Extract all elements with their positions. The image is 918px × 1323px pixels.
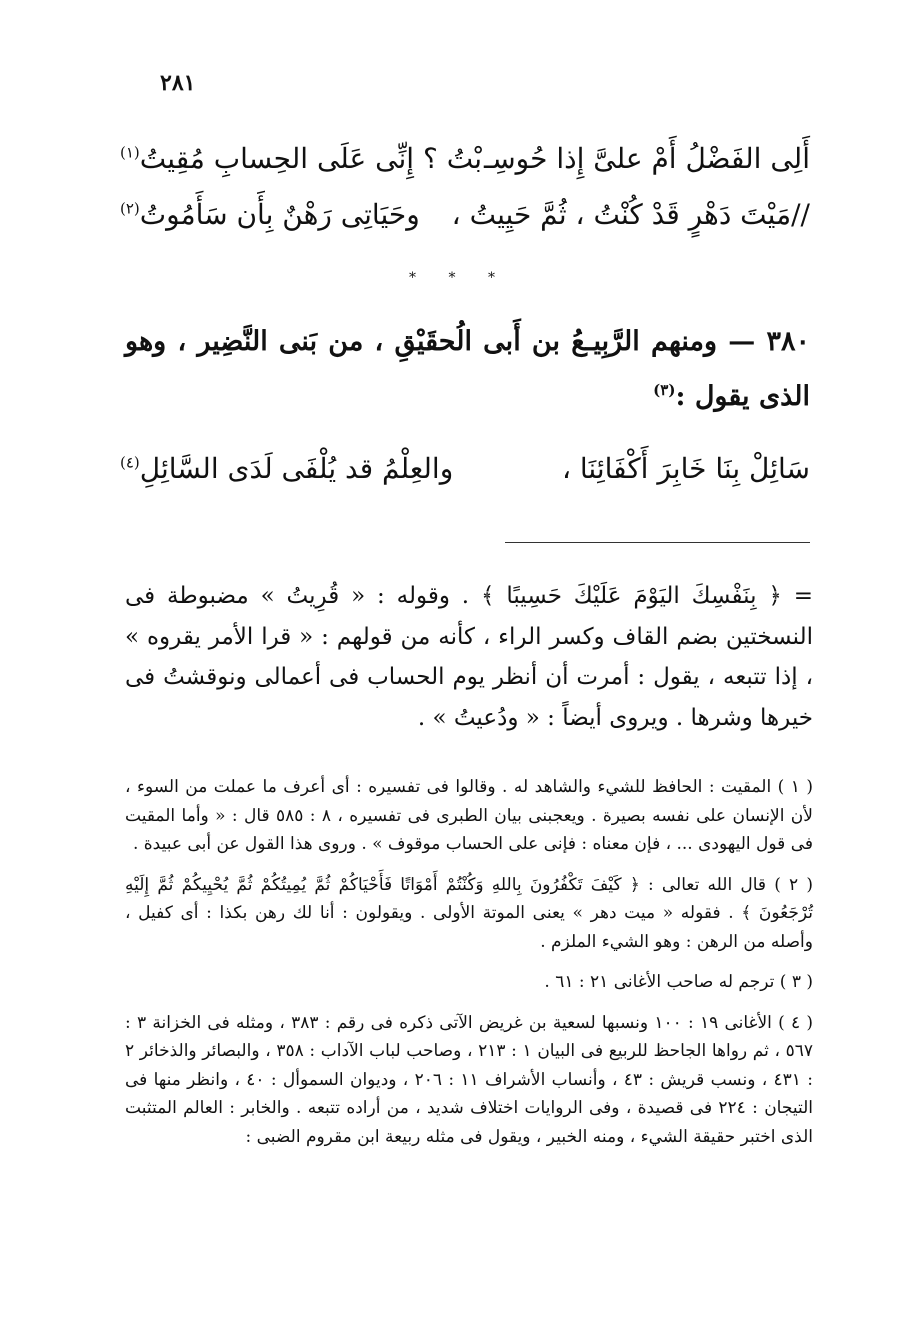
- verse-hemistich-second: [120, 452, 453, 485]
- entry-text: ٣٨٠ — ومنهم الرَّبِيـعُ بن أَبى الُحقَيْقِ ، من بَنى النَّضِير ، وهو الذى يقول :: [125, 326, 810, 412]
- section-separator: * * *: [409, 270, 509, 286]
- verse-line-3: [120, 452, 810, 498]
- footnote-1: ( ١ ) المقيت : الحافظ للشيء والشاهد له . وقالوا فى تفسيره : أى أعرف ما عملت من السوء ، لأن الإنسان على نفسه بصيرة . ويعجبنى بيان الطبرى فى تفسيره ، ٨ : ٥٨٥ قال : « وأما المقيت فى قول اليهودى ... ، فإن معناه : فإنى على الحساب موقوف » . وروى هذا القول عن أبى عبيدة .: [125, 777, 813, 854]
- footnote-ref-3: (٣): [653, 381, 676, 399]
- verse-3-second-text: والعِلْمُ قد يُلْفَى لَدَى السَّائِلِ: [139, 452, 454, 485]
- verse-2-second-text: وحَيَاتِى رَهْنٌ بِأَن سَأَمُوتُ: [139, 198, 420, 231]
- verse-hemistich-first: [484, 142, 810, 175]
- verse-hemistich-first: [452, 198, 810, 231]
- page-number: ٢٨١: [160, 70, 196, 96]
- verse-hemistich-first: [562, 452, 810, 485]
- footnote-2: ( ٢ ) قال الله تعالى : ﴿ كَيْفَ تَكْفُرُونَ بِاللهِ وَكُنْتُمْ أَمْوَاتًا فَأَحْيَاكُمْ ثُمَّ يُمِيتُكُمْ ثُمَّ يُحْيِيكُمْ ثُمَّ إِلَيْهِ تُرْجَعُونَ ﴾ . فقوله « ميت دهر » يعنى الموتة الأولى . ويقولون : أنا لك رهن بكذا : أى كفيل ، وأصله من الرهن : وهو الشيء الملزم .: [125, 874, 813, 952]
- footnote-ref-2: (٢): [120, 199, 140, 218]
- verse-1-first-text: أَلِى الفَضْلُ أَمْ علىَّ إِذا حُوسِـ: [483, 142, 810, 175]
- verse-1-second-text: بْتُ ؟ إِنِّى عَلَى الحِسابِ مُقِيتُ: [139, 142, 483, 175]
- footnote-3: ( ٣ ) ترجم له صاحب الأغانى ٢١ : ٦١ .: [544, 972, 813, 992]
- continued-footnote: = ﴿ بِنَفْسِكَ اليَوْمَ عَلَيْكَ حَسِيبًا ﴾ . وقوله : « قُرِيتُ » مضبوطة فى النسختين بضم القاف وكسر الراء ، كأنه من قولهم : « قرا الأمر يقروه » ، إذا تتبعه ، يقول : أمرت أن أنظر يوم الحساب فى أعمالى ونوقشتُ فى خيرها وشرها . ويروى أيضاً : « ودُعيتُ » .: [125, 583, 813, 731]
- footnotes: [125, 773, 813, 1157]
- footnote-ref-1: (١): [120, 143, 140, 162]
- entry-paragraph: [125, 318, 810, 421]
- verse-line-1: [120, 142, 810, 188]
- verse-3-first-text: سَائِلْ بِنَا خَابِرَ أَكْفَائِنَا ،: [561, 452, 810, 485]
- verse-line-2: [120, 198, 810, 244]
- verse-2-first-text: //مَيْتَ دَهْرٍ قَدْ كُنْتُ ، ثُمَّ حَيِيتُ ،: [451, 198, 810, 231]
- footnote-4: ( ٤ ) الأغانى ١٩ : ١٠٠ ونسبها لسعية بن غريض الآتى ذكره فى رقم : ٣٨٣ ، ومثله فى الخزانة ٣ : ٥٦٧ ، ثم رواها الجاحظ للربيع فى البيان ١ : ٢١٣ ، وصاحب لباب الآداب : ٣٥٨ ، والبصائر والذخائر ٢ : ٤٣١ ، ونسب قريش : ٤٣ ، وأنساب الأشراف ١١ : ٢٠٦ ، وديوان السموأل : ٤٠ ، وانظر منها فى التيجان : ٢٢٤ فى قصيدة ، وفى الروايات اختلاف شديد ، من أراده تتبعه . والخابر : العالم المتثبت الذى اختبر حقيقة الشيء ، ومنه الخبير ، ويقول فى مثله ربيعة ابن مقروم الضبى :: [125, 1012, 813, 1147]
- footnote-separator-rule: [505, 542, 810, 543]
- footnote-ref-4: (٤): [120, 453, 140, 472]
- verse-hemistich-second: [120, 198, 420, 231]
- verse-hemistich-second: [120, 142, 482, 175]
